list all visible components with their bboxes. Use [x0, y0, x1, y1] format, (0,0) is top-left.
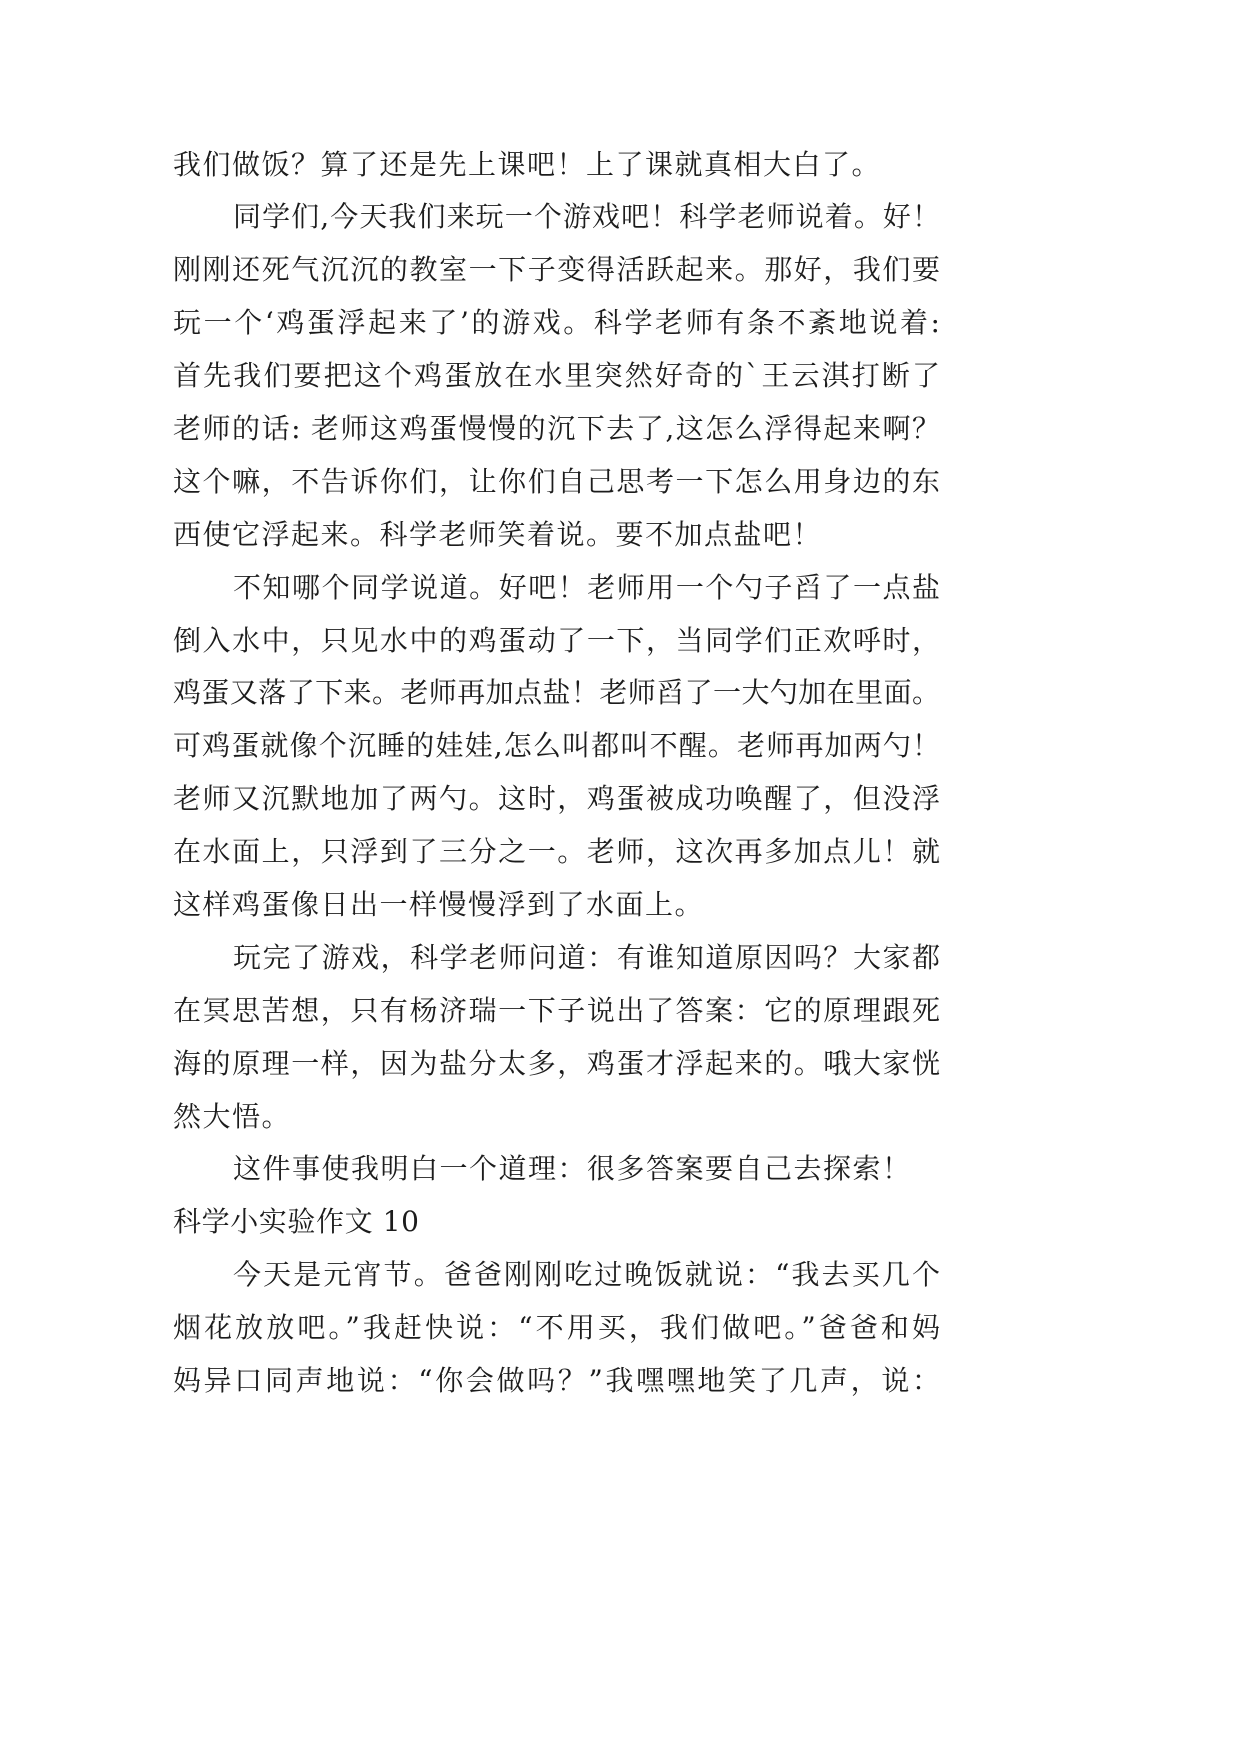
text-line: 这个嘛，不告诉你们，让你们自己思考一下怎么用身边的东: [173, 464, 940, 498]
text-line: 今天是元宵节。爸爸刚刚吃过晚饭就说：“我去买几个: [233, 1258, 940, 1292]
text-line: 刚刚还死气沉沉的教室一下子变得活跃起来。那好，我们要: [173, 253, 940, 287]
text-line: 玩一个‘鸡蛋浮起来了’的游戏。科学老师有条不紊地说着:: [173, 306, 940, 340]
text-line: 在冥思苦想，只有杨济瑞一下子说出了答案：它的原理跟死: [173, 993, 940, 1027]
text-line: 妈异口同声地说：“你会做吗？”我嘿嘿地笑了几声，说：: [173, 1363, 940, 1397]
text-line: 玩完了游戏，科学老师问道：有谁知道原因吗？大家都: [233, 940, 940, 974]
text-line: 鸡蛋又落了下来。老师再加点盐！老师舀了一大勺加在里面。: [173, 676, 940, 710]
paragraph: [173, 1143, 940, 1196]
paragraph: [173, 139, 940, 192]
text-line: 老师的话: 老师这鸡蛋慢慢的沉下去了,这怎么浮得起来啊？: [173, 411, 940, 445]
text-line: 这样鸡蛋像日出一样慢慢浮到了水面上。: [173, 887, 705, 921]
text-line: 可鸡蛋就像个沉睡的娃娃,怎么叫都叫不醒。老师再加两勺！: [173, 729, 940, 763]
text-line: 在水面上，只浮到了三分之一。老师，这次再多加点儿！就: [173, 835, 940, 869]
text-line: 这件事使我明白一个道理：很多答案要自己去探索！: [233, 1152, 912, 1186]
text-line: 不知哪个同学说道。好吧！老师用一个勺子舀了一点盐: [233, 570, 940, 604]
paragraph: [173, 191, 940, 561]
document-page: [173, 139, 940, 1408]
text-line: 然大悟。: [173, 1099, 292, 1133]
text-line: 同学们,今天我们来玩一个游戏吧！科学老师说着。好！: [233, 200, 940, 234]
paragraph: [173, 562, 940, 932]
paragraph: [173, 932, 940, 1144]
text-line: 海的原理一样，因为盐分太多，鸡蛋才浮起来的。哦大家恍: [173, 1046, 940, 1080]
text-line: 首先我们要把这个鸡蛋放在水里突然好奇的`王云淇打断了: [173, 359, 940, 393]
text-line: 西使它浮起来。科学老师笑着说。要不加点盐吧！: [173, 517, 823, 551]
section-heading: 科学小实验作文 10: [173, 1205, 420, 1239]
text-line: 老师又沉默地加了两勺。这时，鸡蛋被成功唤醒了，但没浮: [173, 782, 940, 816]
text-line: 我们做饭？算了还是先上课吧！上了课就真相大白了。: [173, 147, 882, 181]
text-line: 烟花放放吧。”我赶快说：“不用买，我们做吧。”爸爸和妈: [173, 1311, 940, 1345]
paragraph: [173, 1249, 940, 1408]
text-line: 倒入水中，只见水中的鸡蛋动了一下，当同学们正欢呼时，: [173, 623, 940, 657]
